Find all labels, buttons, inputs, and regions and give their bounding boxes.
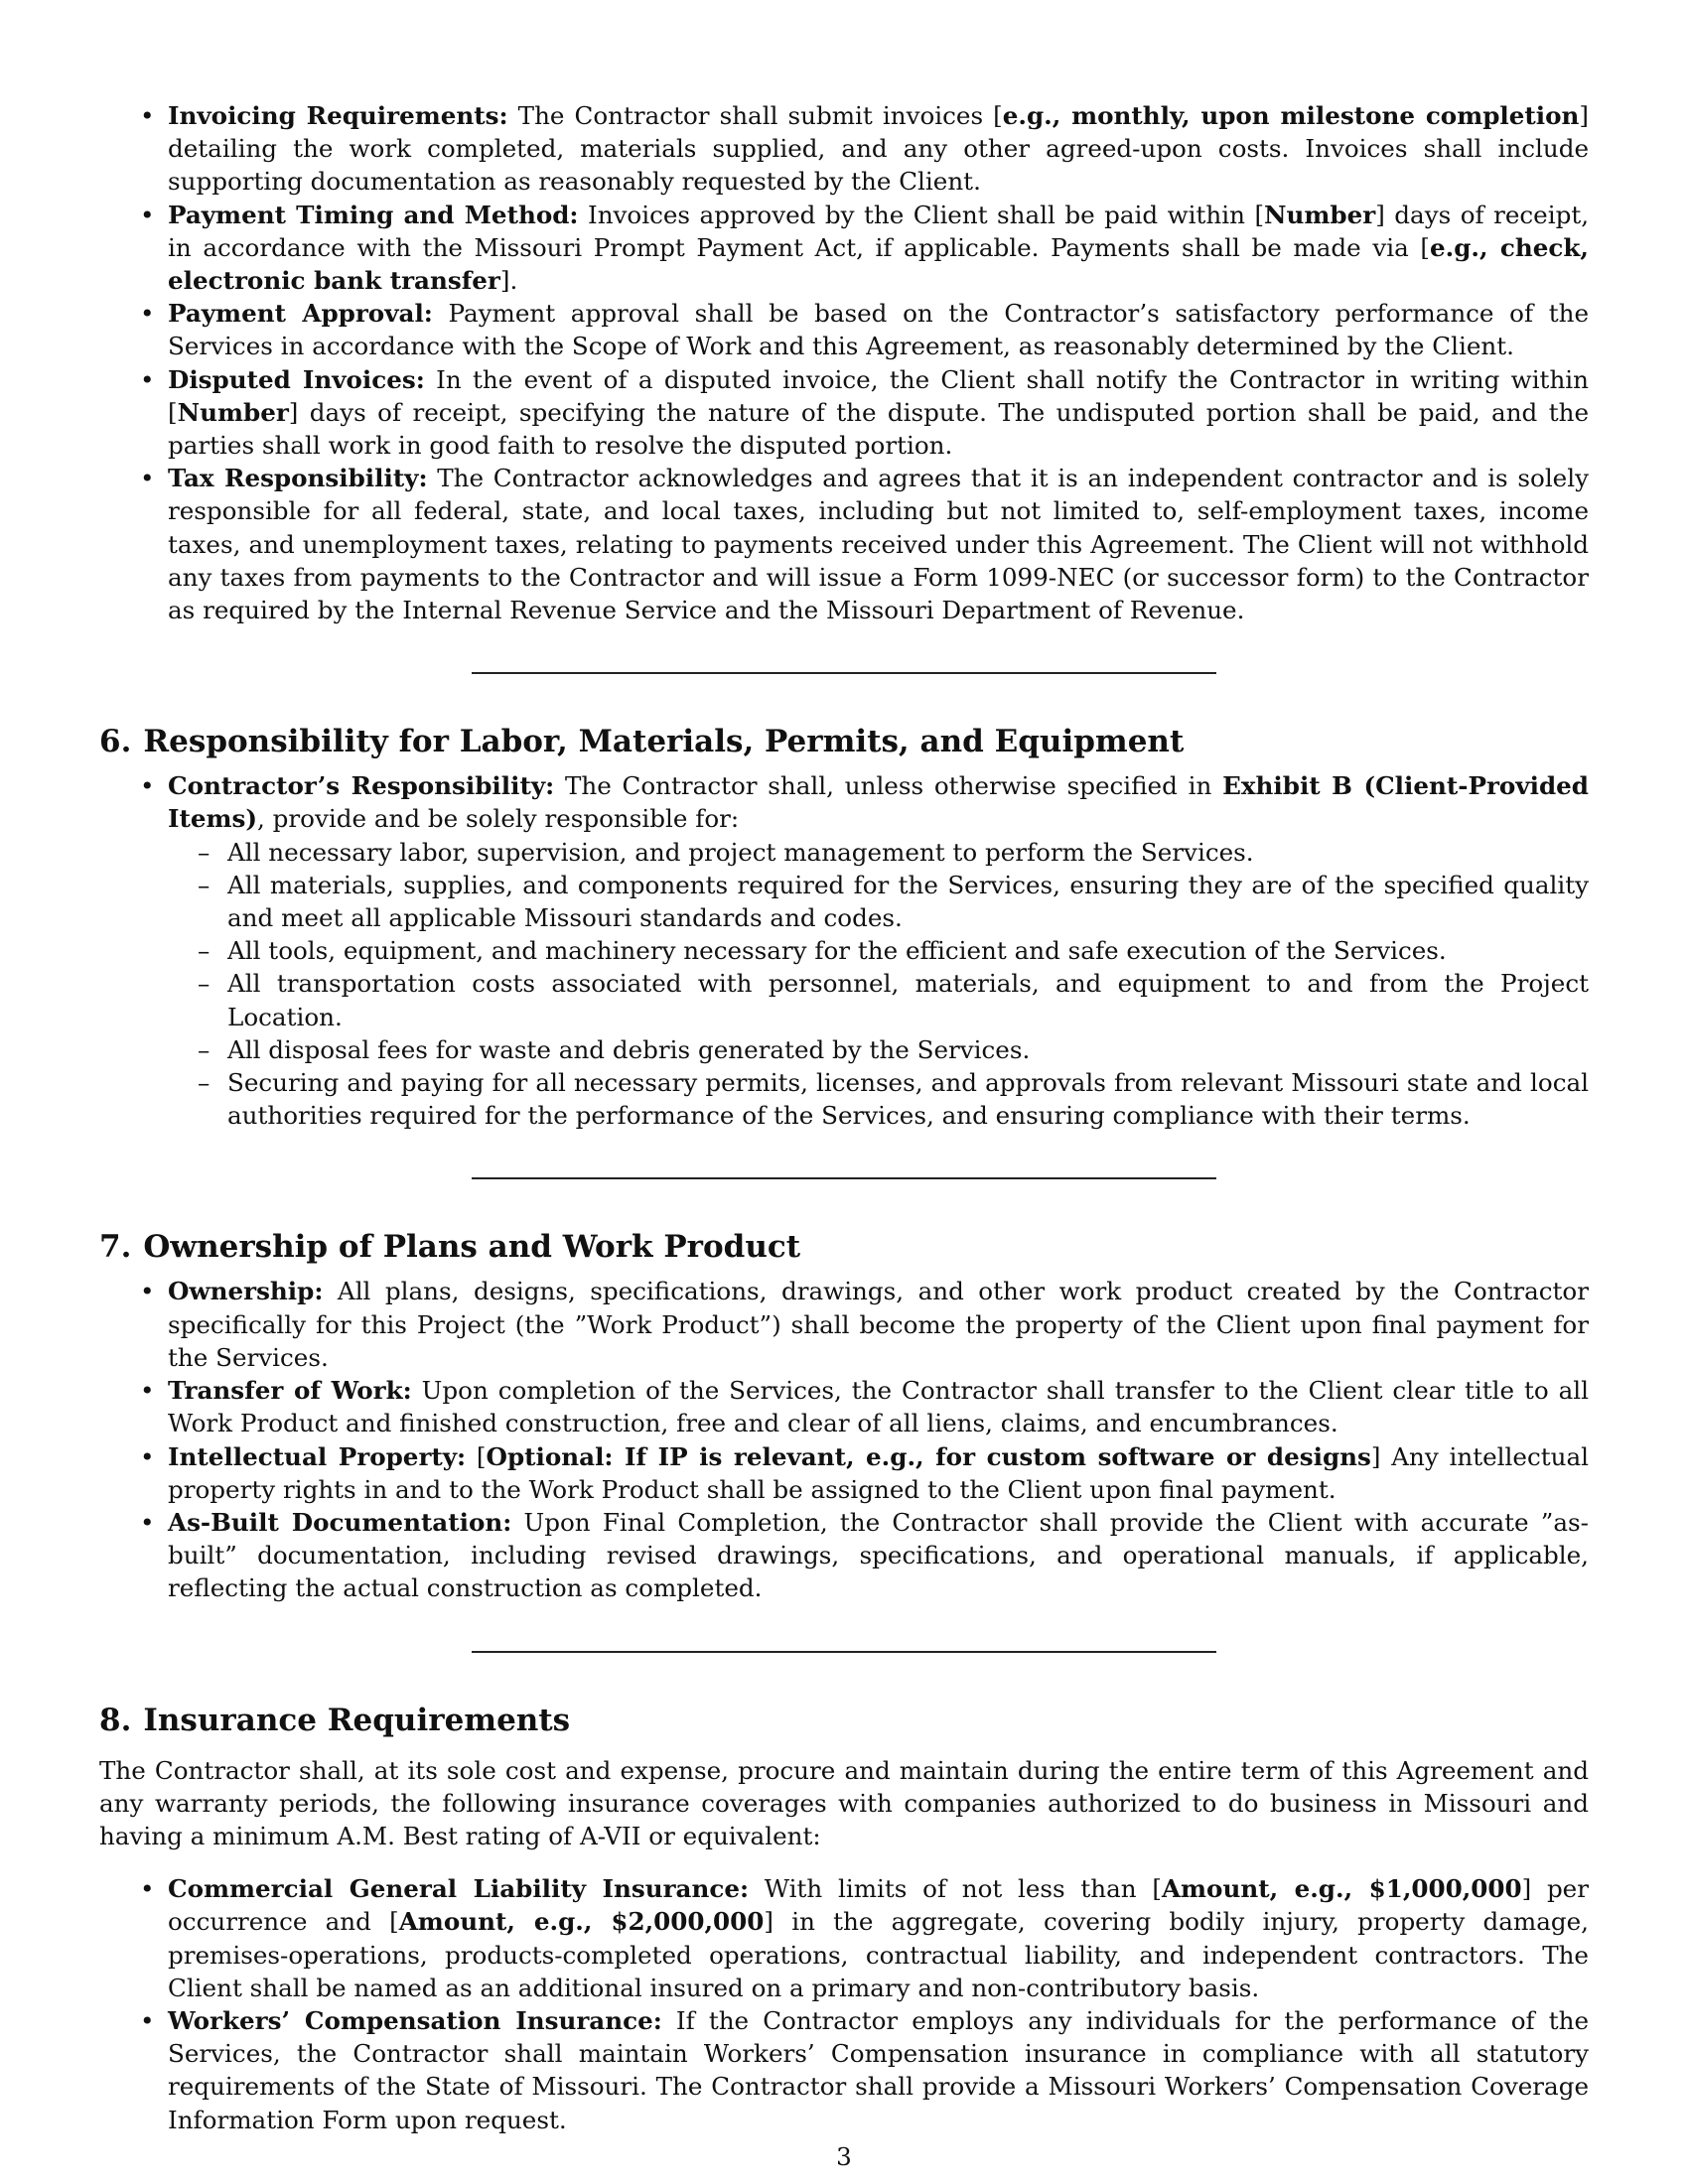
sublist-item: – All necessary labor, supervision, and project management to perform the Services.	[227, 836, 1589, 869]
list-item: • Payment Approval: Payment approval shall be based on the Contractor’s satisfactory performance of the Services in accordance with the Scope of Work and this Agreement, as reasonably determined by the Client.	[168, 297, 1589, 362]
list-item: • Intellectual Property: [Optional: If IP is relevant, e.g., for custom software or designs] Any intellectual property rights in and to the Work Product shall be assigned to the Client upon final payment.	[168, 1440, 1589, 1506]
sublist-item: – All materials, supplies, and components required for the Services, ensuring they are of the specified quality and meet all applicable Missouri standards and codes.	[227, 869, 1589, 934]
section5-list	[99, 99, 1589, 626]
page-number: 3	[836, 2142, 852, 2171]
document-page	[99, 99, 1589, 2136]
list-item: • Commercial General Liability Insurance: With limits of not less than [Amount, e.g., $1,000,000] per occurrence and [Amount, e.g., $2,000,000] in the aggregate, covering bodily injury, property damage, premises-operations, products-completed operations, contractual liability, and independent contractors. The Client shall be named as an additional insured on a primary and non-contributory basis.	[168, 1872, 1589, 2004]
list-item: • Invoicing Requirements: The Contractor shall submit invoices [e.g., monthly, upon milestone completion] detailing the work completed, materials supplied, and any other agreed-upon costs. Invoices shall include supporting documentation as reasonably requested by the Client.	[168, 99, 1589, 199]
list-item: • Ownership: All plans, designs, specifications, drawings, and other work product created by the Contractor specifically for this Project (the ”Work Product”) shall become the property of the Client upon final payment for the Services.	[168, 1275, 1589, 1374]
section8-intro: The Contractor shall, at its sole cost and expense, procure and maintain during the entire term of this Agreement and any warranty periods, the following insurance coverages with companies authorized to do business in Missouri and having a minimum A.M. Best rating of A-VII or equivalent:	[99, 1755, 1589, 1850]
section-heading-8: 8. Insurance Requirements	[99, 1702, 571, 1738]
section6-list	[99, 769, 1589, 1132]
sublist-item: – Securing and paying for all necessary permits, licenses, and approvals from relevant Missouri state and local authorities required for the performance of the Services, and ensuring compliance with their terms.	[227, 1066, 1589, 1132]
list-item: • Transfer of Work: Upon completion of the Services, the Contractor shall transfer to the Client clear title to all Work Product and finished construction, free and clear of all liens, claims, and encumbrances.	[168, 1374, 1589, 1439]
section6-sublist	[168, 836, 1589, 1133]
list-item: • Contractor’s Responsibility: The Contractor shall, unless otherwise specified in Exhibit B (Client-Provided Items), provide and be solely responsible for: – All necessary labor, supervision, and project management to perform the Services. – All materials, supplies, and components required for the Services, ensuring they are of the specified quality and meet all applicable Missouri standards and codes. – All tools, equipment, and machinery necessary for the efficient and safe execution of the Services. – All transportation costs associated with personnel, materials, and equipment to and from the Project Location. – All disposal fees for waste and debris generated by the Services. – Securing and paying for all necessary permits, licenses, and approvals from relevant Missouri state and local authorities required for the performance of the Services, and ensuring compliance with their terms.	[168, 769, 1589, 1132]
list-item: • As-Built Documentation: Upon Final Completion, the Contractor shall provide the Client with accurate ”as-built” documentation, including revised drawings, specifications, and operational manuals, if applicable, reflecting the actual construction as completed.	[168, 1506, 1589, 1605]
sublist-item: – All tools, equipment, and machinery necessary for the efficient and safe execution of the Services.	[227, 934, 1589, 967]
list-item: • Payment Timing and Method: Invoices approved by the Client shall be paid within [Number] days of receipt, in accordance with the Missouri Prompt Payment Act, if applicable. Payments shall be made via [e.g., check, electronic bank transfer].	[168, 199, 1589, 298]
list-item: • Tax Responsibility: The Contractor acknowledges and agrees that it is an independent contractor and is solely responsible for all federal, state, and local taxes, including but not limited to, self-employment taxes, income taxes, and unemployment taxes, relating to payments received under this Agreement. The Client will not withhold any taxes from payments to the Contractor and will issue a Form 1099-NEC (or successor form) to the Contractor as required by the Internal Revenue Service and the Missouri Department of Revenue.	[168, 462, 1589, 626]
list-item: • Disputed Invoices: In the event of a disputed invoice, the Client shall notify the Contractor in writing within [Number] days of receipt, specifying the nature of the dispute. The undisputed portion shall be paid, and the parties shall work in good faith to resolve the disputed portion.	[168, 363, 1589, 463]
section7-list	[99, 1275, 1589, 1604]
section-heading-6: 6. Responsibility for Labor, Materials, Permits, and Equipment	[99, 724, 1185, 760]
list-item: • Workers’ Compensation Insurance: If the Contractor employs any individuals for the performance of the Services, the Contractor shall maintain Workers’ Compensation insurance in compliance with all statutory requirements of the State of Missouri. The Contractor shall provide a Missouri Workers’ Compensation Coverage Information Form upon request.	[168, 2004, 1589, 2136]
section-heading-7: 7. Ownership of Plans and Work Product	[99, 1229, 801, 1266]
sublist-item: – All disposal fees for waste and debris generated by the Services.	[227, 1033, 1589, 1066]
section8-list	[99, 1872, 1589, 2136]
sublist-item: – All transportation costs associated with personnel, materials, and equipment to and from the Project Location.	[227, 967, 1589, 1032]
